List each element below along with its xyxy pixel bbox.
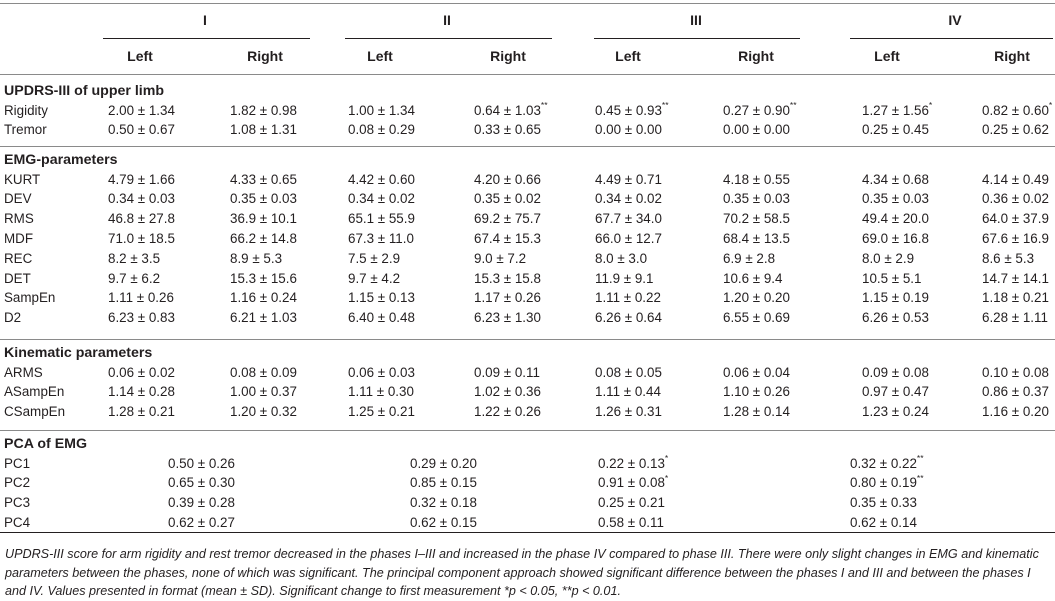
phase-header-III: III — [690, 12, 702, 28]
table-cell: 0.32 ± 0.18 — [410, 495, 477, 511]
table-cell: 4.49 ± 0.71 — [595, 171, 662, 187]
row-label: RMS — [4, 211, 34, 227]
table-cell: 0.58 ± 0.11 — [598, 514, 664, 530]
table-cell: 9.7 ± 6.2 — [108, 270, 161, 286]
table-cell: 0.35 ± 0.03 — [862, 191, 929, 207]
table-cell: 0.64 ± 1.03** — [474, 100, 548, 118]
phase-header-IV: IV — [948, 12, 962, 28]
side-header-right: Right — [490, 48, 526, 64]
section-bottom-rule — [0, 532, 1055, 533]
table-cell: 67.7 ± 34.0 — [595, 211, 662, 227]
table-cell: 0.85 ± 0.15 — [410, 475, 477, 491]
table-cell: 6.28 ± 1.11 — [982, 310, 1048, 326]
table-cell: 64.0 ± 37.9 — [982, 211, 1049, 227]
table-cell: 0.34 ± 0.02 — [595, 191, 662, 207]
table-cell: 6.26 ± 0.53 — [862, 310, 929, 326]
table-cell: 1.15 ± 0.13 — [348, 290, 415, 306]
table-cell: 10.6 ± 9.4 — [723, 270, 783, 286]
table-cell: 4.42 ± 0.60 — [348, 171, 415, 187]
table-cell: 0.09 ± 0.11 — [474, 364, 540, 380]
table-cell: 0.09 ± 0.08 — [862, 364, 929, 380]
side-header-right: Right — [994, 48, 1030, 64]
table-cell: 10.5 ± 5.1 — [862, 270, 922, 286]
row-label: Tremor — [4, 122, 47, 138]
table-cell: 0.25 ± 0.45 — [862, 122, 929, 138]
section-bottom-rule — [0, 339, 1055, 340]
section-title: Kinematic parameters — [4, 345, 153, 361]
row-label: PC3 — [4, 495, 31, 511]
table-cell: 0.65 ± 0.30 — [168, 475, 235, 491]
table-cell: 0.29 ± 0.20 — [410, 455, 477, 471]
table-cell: 1.00 ± 1.34 — [348, 102, 415, 118]
row-label: CSampEn — [4, 404, 66, 420]
table-cell: 4.20 ± 0.66 — [474, 171, 541, 187]
phase-header-II: II — [443, 12, 451, 28]
table-cell: 1.25 ± 0.21 — [348, 404, 415, 420]
section-title: PCA of EMG — [4, 436, 88, 452]
table-cell: 4.14 ± 0.49 — [982, 171, 1049, 187]
table-cell: 1.02 ± 0.36 — [474, 384, 541, 400]
table-cell: 14.7 ± 14.1 — [982, 270, 1049, 286]
row-label: ASampEn — [4, 384, 65, 400]
table-cell: 0.62 ± 0.15 — [410, 514, 477, 530]
table-cell: 0.00 ± 0.00 — [595, 122, 662, 138]
table-cell: 66.0 ± 12.7 — [595, 230, 662, 246]
row-label: KURT — [4, 171, 41, 187]
table-cell: 6.40 ± 0.48 — [348, 310, 415, 326]
table-cell: 1.28 ± 0.14 — [723, 404, 790, 420]
table-cell: 65.1 ± 55.9 — [348, 211, 415, 227]
table-cell: 0.86 ± 0.37 — [982, 384, 1049, 400]
table-cell: 1.28 ± 0.21 — [108, 404, 175, 420]
side-header-right: Right — [247, 48, 283, 64]
table-cell: 4.34 ± 0.68 — [862, 171, 929, 187]
table-cell: 9.7 ± 4.2 — [348, 270, 401, 286]
table-cell: 0.32 ± 0.22** — [850, 453, 924, 471]
table-cell: 6.55 ± 0.69 — [723, 310, 790, 326]
section-bottom-rule — [0, 430, 1055, 431]
table-cell: 68.4 ± 13.5 — [723, 230, 790, 246]
side-header-left: Left — [367, 48, 393, 64]
table-cell: 0.80 ± 0.19** — [850, 472, 924, 491]
table-cell: 70.2 ± 58.5 — [723, 211, 790, 227]
table-cell: 0.36 ± 0.02 — [982, 191, 1049, 207]
table-cell: 0.25 ± 0.21 — [598, 495, 665, 511]
table-cell: 0.35 ± 0.03 — [230, 191, 297, 207]
side-header-left: Left — [127, 48, 153, 64]
table-cell: 15.3 ± 15.8 — [474, 270, 541, 286]
table-cell: 1.15 ± 0.19 — [862, 290, 929, 306]
table-cell: 0.35 ± 0.02 — [474, 191, 541, 207]
row-label: DEV — [4, 191, 32, 207]
table-cell: 0.39 ± 0.28 — [168, 495, 235, 511]
table-cell: 1.00 ± 0.37 — [230, 384, 297, 400]
table-cell: 1.11 ± 0.44 — [595, 384, 661, 400]
table-cell: 69.0 ± 16.8 — [862, 230, 929, 246]
table-cell: 15.3 ± 15.6 — [230, 270, 297, 286]
table-cell: 49.4 ± 20.0 — [862, 211, 929, 227]
table-cell: 0.06 ± 0.03 — [348, 364, 415, 380]
table-cell: 1.08 ± 1.31 — [230, 122, 297, 138]
row-label: ARMS — [4, 364, 43, 380]
row-label: PC1 — [4, 455, 31, 471]
row-label: DET — [4, 270, 31, 286]
table-cell: 0.22 ± 0.13* — [598, 453, 669, 471]
section-bottom-rule — [0, 146, 1055, 147]
table-cell: 6.21 ± 1.03 — [230, 310, 297, 326]
row-label: D2 — [4, 310, 22, 326]
table-cell: 4.18 ± 0.55 — [723, 171, 790, 187]
table-cell: 66.2 ± 14.8 — [230, 230, 297, 246]
table-cell: 67.3 ± 11.0 — [348, 230, 414, 246]
table-cell: 6.26 ± 0.64 — [595, 310, 662, 326]
table-cell: 71.0 ± 18.5 — [108, 230, 175, 246]
table-cell: 1.18 ± 0.21 — [982, 290, 1049, 306]
table-cell: 0.33 ± 0.65 — [474, 122, 541, 138]
table-cell: 1.17 ± 0.26 — [474, 290, 541, 306]
phase-rule-I — [103, 38, 310, 39]
table-cell: 0.10 ± 0.08 — [982, 364, 1049, 380]
table-cell: 0.08 ± 0.29 — [348, 122, 415, 138]
phase-rule-III — [594, 38, 800, 39]
table-cell: 1.27 ± 1.56* — [862, 100, 933, 118]
table-cell: 0.62 ± 0.14 — [850, 514, 917, 530]
table-cell: 0.08 ± 0.09 — [230, 364, 297, 380]
table-cell: 0.06 ± 0.02 — [108, 364, 175, 380]
row-label: MDF — [4, 230, 34, 246]
table-cell: 1.20 ± 0.20 — [723, 290, 790, 306]
table-cell: 1.14 ± 0.28 — [108, 384, 175, 400]
table-cell: 0.50 ± 0.67 — [108, 122, 175, 138]
side-header-left: Left — [615, 48, 641, 64]
table-cell: 0.34 ± 0.02 — [348, 191, 415, 207]
section-title: EMG-parameters — [4, 152, 118, 168]
table-cell: 0.62 ± 0.27 — [168, 514, 235, 530]
table-cell: 69.2 ± 75.7 — [474, 211, 541, 227]
row-label: REC — [4, 250, 33, 266]
table-cell: 0.08 ± 0.05 — [595, 364, 662, 380]
table-cell: 0.82 ± 0.60* — [982, 100, 1053, 118]
table-cell: 8.9 ± 5.3 — [230, 250, 283, 266]
side-header-left: Left — [874, 48, 900, 64]
table-cell: 1.11 ± 0.30 — [348, 384, 414, 400]
table-cell: 0.35 ± 0.03 — [723, 191, 790, 207]
row-label: PC2 — [4, 475, 31, 491]
table-cell: 0.91 ± 0.08* — [598, 472, 669, 491]
table-cell: 0.35 ± 0.33 — [850, 495, 917, 511]
table-cell: 8.6 ± 5.3 — [982, 250, 1035, 266]
table-caption: UPDRS-III score for arm rigidity and rest tremor decreased in the phases I–III and increased in the phase IV compared to phase III. There were only slight changes in EMG and kinematic parameters between the phases, none of which was significant. The principal component approach showed significant difference between the phases I and III and between the phases I and IV. Values presented in format (mean ± SD). Significant change to first measurement *p < 0.05, **p < 0.01. — [5, 547, 1039, 598]
table-cell: 1.11 ± 0.26 — [108, 290, 174, 306]
table-cell: 0.97 ± 0.47 — [862, 384, 929, 400]
table-cell: 0.00 ± 0.00 — [723, 122, 790, 138]
table-cell: 0.34 ± 0.03 — [108, 191, 175, 207]
table-cell: 8.0 ± 3.0 — [595, 250, 648, 266]
side-header-right: Right — [738, 48, 774, 64]
table-cell: 6.23 ± 0.83 — [108, 310, 175, 326]
table-cell: 67.4 ± 15.3 — [474, 230, 541, 246]
phase-rule-IV — [850, 38, 1053, 39]
phase-header-I: I — [203, 12, 207, 28]
table-cell: 1.82 ± 0.98 — [230, 102, 297, 118]
table-cell: 1.20 ± 0.32 — [230, 404, 297, 420]
table-cell: 0.45 ± 0.93** — [595, 100, 669, 118]
table-top-rule — [0, 3, 1055, 4]
header-bottom-rule — [0, 74, 1055, 75]
table-cell: 0.50 ± 0.26 — [168, 455, 235, 471]
row-label: Rigidity — [4, 102, 48, 118]
table-cell: 36.9 ± 10.1 — [230, 211, 297, 227]
table-cell: 1.16 ± 0.24 — [230, 290, 297, 306]
table-cell: 46.8 ± 27.8 — [108, 211, 175, 227]
table-cell: 0.25 ± 0.62 — [982, 122, 1049, 138]
table-cell: 1.10 ± 0.26 — [723, 384, 790, 400]
table-cell: 0.06 ± 0.04 — [723, 364, 790, 380]
table-cell: 7.5 ± 2.9 — [348, 250, 401, 266]
table-cell: 1.23 ± 0.24 — [862, 404, 929, 420]
table-cell: 1.16 ± 0.20 — [982, 404, 1049, 420]
table-cell: 11.9 ± 9.1 — [595, 270, 654, 286]
row-label: PC4 — [4, 514, 31, 530]
table-cell: 2.00 ± 1.34 — [108, 102, 175, 118]
section-title: UPDRS-III of upper limb — [4, 83, 165, 99]
table-cell: 4.79 ± 1.66 — [108, 171, 175, 187]
table-cell: 0.27 ± 0.90** — [723, 100, 797, 118]
table-cell: 1.11 ± 0.22 — [595, 290, 661, 306]
table-cell: 4.33 ± 0.65 — [230, 171, 297, 187]
table-cell: 6.9 ± 2.8 — [723, 250, 776, 266]
table-cell: 9.0 ± 7.2 — [474, 250, 527, 266]
table-cell: 8.0 ± 2.9 — [862, 250, 915, 266]
row-label: SampEn — [4, 290, 56, 306]
table-cell: 1.22 ± 0.26 — [474, 404, 541, 420]
table-cell: 1.26 ± 0.31 — [595, 404, 662, 420]
phase-rule-II — [345, 38, 552, 39]
table-cell: 6.23 ± 1.30 — [474, 310, 541, 326]
table-cell: 8.2 ± 3.5 — [108, 250, 161, 266]
table-cell: 67.6 ± 16.9 — [982, 230, 1049, 246]
